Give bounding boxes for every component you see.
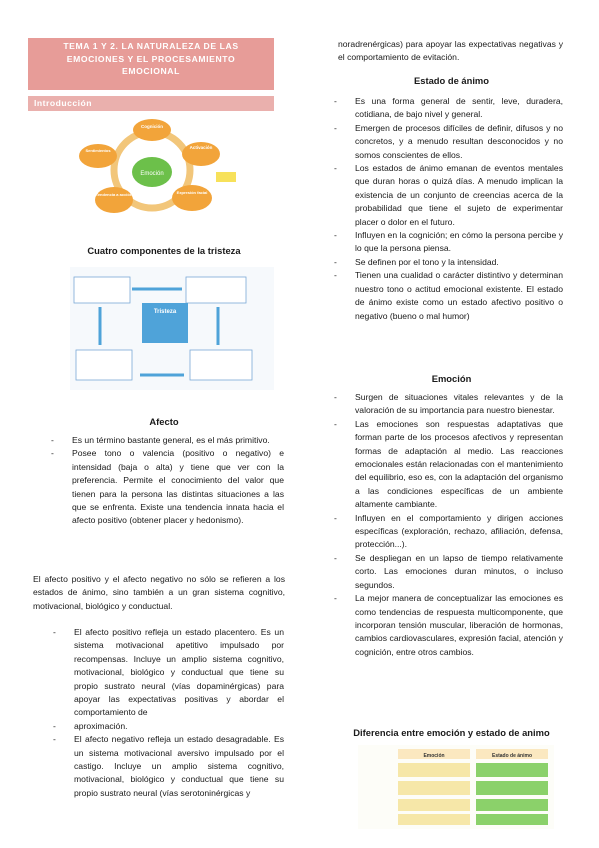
page-title-banner — [28, 38, 274, 90]
list-item: - Emergen de procesos difíciles de definir, difusos y no concretos, y a menudo resultan desconocidos y no somos conscientes de ellos. — [334, 122, 563, 160]
fig2-heading: Cuatro componentes de la tristeza — [87, 245, 241, 256]
center-label: Emoción — [140, 171, 164, 177]
afecto-sub-bullets — [53, 626, 284, 800]
title-line-1: TEMA 1 Y 2. LA NATURALEZA DE LAS — [63, 41, 239, 51]
list-item: - Posee tono o valencia (positivo o negativo) e intensidad (baja o alta) y tiene que ver con la preferencia. Permite el conocimiento del valor que tienen para la persona las distintas situaciones a las que se enfrenta. Existe una tendencia innata hacia el afecto positivo (obtener placer y hedonismo). — [51, 448, 284, 526]
title-line-3: EMOCIONAL — [122, 66, 180, 76]
estado-bullets — [334, 95, 563, 323]
list-item: - Las emociones son respuestas adaptativas que forman parte de los procesos afectivos y representan formas de adaptación al medio. Las reacciones emocionales están relacionadas con el mantenimiento del equilibrio, eso es, con la adaptación del organismo a las condiciones específicas de un ambiente altamente cambiante. — [334, 418, 563, 510]
node-tendencia — [95, 187, 133, 213]
emocion-bullets — [334, 391, 563, 659]
node-expresion-label: Expresión facial — [176, 190, 208, 195]
cell-r4-c1 — [398, 814, 470, 825]
cell-r2-c2 — [476, 781, 548, 795]
col1-header-label: Emoción — [423, 753, 445, 759]
node-cognicion — [133, 119, 171, 141]
afecto-heading: Afecto — [149, 416, 179, 427]
node-cognicion-label: Cognición — [141, 124, 163, 129]
afecto-bullets — [51, 434, 284, 528]
list-item: - Influyen en el comportamiento y dirigen acciones específicas (exploración, rechazo, afiliación, defensa, protección...). — [334, 512, 563, 550]
cell-r3-c2 — [476, 799, 548, 811]
cell-r4-c2 — [476, 814, 548, 825]
sadness-components-figure — [70, 267, 274, 390]
emocion-heading: Emoción — [431, 373, 472, 384]
list-item: - Los estados de ánimo emanan de eventos mentales que duran horas o quizá días. A menudo implican la existencia de un conjunto de creencias acerca de la probabilidad que tiene el sujeto de experimentar placer o dolor en el futuro. — [334, 163, 563, 227]
box-top-left — [74, 277, 130, 303]
box-bottom-right — [190, 350, 252, 380]
list-item: - Se definen por el tono y la intensidad. — [334, 256, 499, 267]
list-item: - El afecto positivo refleja un estado placentero. Es un sistema motivacional apetitivo impulsado por recompensas. Incluye un amplio sistema cognitivo, motivacional, biológico y conductual que tiene su propio sustrato neural (vías dopaminérgicas) para apoyar las expectativas positivas y abordar el comportamiento de — [53, 627, 284, 718]
cell-r1-c2 — [476, 763, 548, 777]
cell-r2-c1 — [398, 781, 470, 795]
afecto-paragraph: El afecto positivo y el afecto negativo no sólo se refieren a los estados de ánimo, sino también a un gran sistema cognitivo, motivacional, biológico y conductual. — [33, 574, 285, 611]
list-item: - Influyen en la cognición; en cómo la persona percibe y lo que la persona piensa. — [334, 230, 563, 254]
list-item: - Es un término bastante general, es el más primitivo. — [51, 435, 270, 445]
center-box-label: Tristeza — [153, 309, 177, 315]
table-heading: Diferencia entre emoción y estado de animo — [353, 727, 550, 738]
cell-r1-c1 — [398, 763, 470, 777]
list-item: - Se despliegan en un lapso de tiempo relativamente corto. Las emociones duran minutos, o incluso segundos. — [334, 552, 563, 590]
side-note-box — [216, 172, 236, 182]
cell-r3-c1 — [398, 799, 470, 811]
afecto-continuation: noradrenérgicas) para apoyar las expectativas negativas y el comportamiento de evitación. — [338, 39, 563, 63]
box-bottom-left — [76, 350, 132, 380]
list-item: - El afecto negativo refleja un estado desagradable. Es un sistema motivacional aversivo impulsado por el castigo. Incluye un amplio sistema cognitivo, motivacional, biológico y conductual que tiene su propio sustrato neural (vías serotoninérgicas y — [53, 734, 284, 798]
estado-heading: Estado de ánimo — [413, 75, 489, 86]
list-item: - La mejor manera de conceptualizar las emociones es como tendencias de respuesta multicomponente, que incorporan tensión muscular, liberación de hormonas, cambios cardiovasculares, expresión facial, atención y cognición, entre otros cambios. — [334, 593, 563, 657]
intro-section-bar: Introducción — [28, 96, 274, 111]
emotion-cycle-figure — [70, 116, 240, 222]
node-sentimientos-label: Sentimientos — [85, 148, 111, 153]
node-expresion — [172, 185, 212, 211]
list-item: - Tienen una cualidad o carácter distintivo y determinan nuestro tono o actitud emocional existente. El estado de ánimo existe como un estado afectivo positivo o negativo (bueno o mal humor) — [334, 270, 563, 321]
node-tendencia-label: Tendencia a acción — [95, 192, 133, 197]
title-line-2: EMOCIONES Y EL PROCESAMIENTO — [66, 53, 236, 64]
list-item: - Surgen de situaciones vitales relevantes y de la valoración de su importancia para nuestro bienestar. — [334, 392, 563, 416]
comparison-table-figure — [358, 745, 554, 829]
box-top-right — [186, 277, 246, 303]
col2-header-label: Estado de ánimo — [491, 753, 533, 759]
list-item: - Es una forma general de sentir, leve, duradera, cotidiana, de bajo nivel y general. — [334, 96, 563, 120]
node-activacion-label: Activación — [189, 145, 213, 150]
list-item: - aproximación. — [53, 720, 128, 731]
